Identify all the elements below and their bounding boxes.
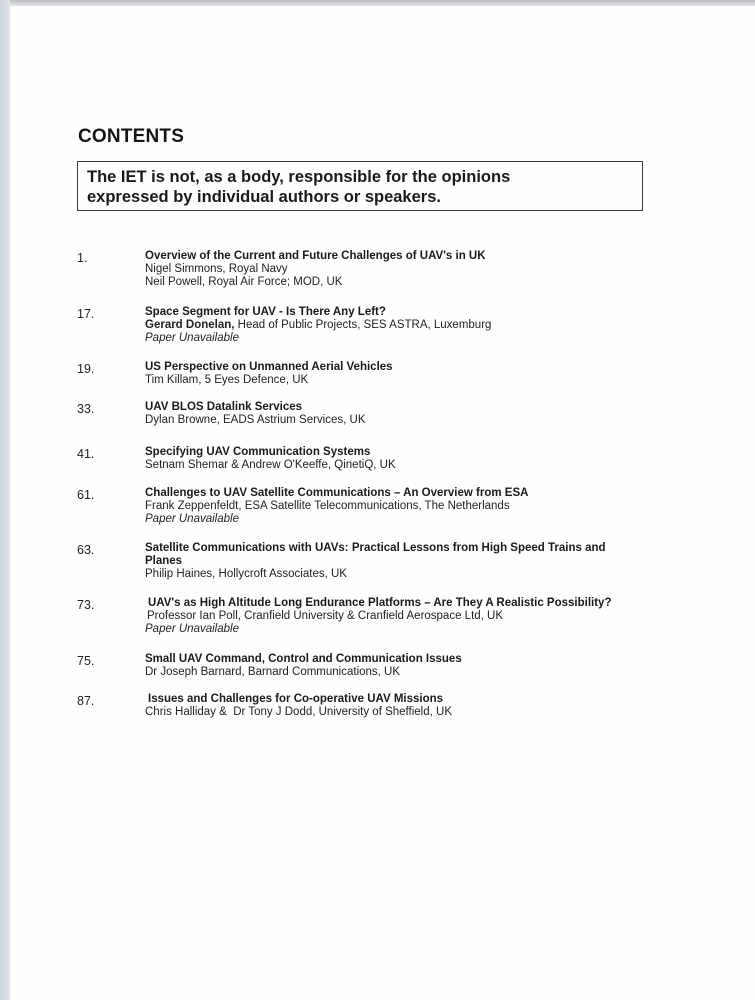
toc-page-number: 19. [77,362,95,376]
toc-title: Overview of the Current and Future Challenges of UAV's in UK [145,250,486,262]
page-title: CONTENTS [78,126,185,147]
table-of-contents [77,250,697,733]
toc-entry [77,401,697,446]
toc-note: Paper Unavailable [145,332,239,344]
toc-author: Nigel Simmons, Royal Navy [145,263,288,275]
toc-author: Setnam Shemar & Andrew O'Keeffe, QinetiQ, UK [145,459,396,471]
scan-left-margin [0,0,10,1000]
toc-entry [77,693,697,733]
toc-entry-body [145,361,697,387]
toc-author: Dr Joseph Barnard, Barnard Communications, UK [145,666,401,678]
toc-author: Philip Haines, Hollycroft Associates, UK [145,568,347,580]
toc-entry-body [145,446,697,472]
toc-author: Neil Powell, Royal Air Force; MOD, UK [145,276,343,288]
toc-page-number: 33. [77,402,95,416]
toc-author [145,319,697,332]
toc-page-number: 73. [77,598,95,612]
toc-page-number: 41. [77,447,95,461]
toc-entry [77,597,697,653]
toc-author: Dylan Browne, EADS Astrium Services, UK [145,414,366,426]
disclaimer-box [77,161,643,211]
toc-entry-body [145,597,697,636]
toc-title: Space Segment for UAV - Is There Any Left? [145,306,386,318]
toc-entry [77,306,697,361]
toc-note: Paper Unavailable [145,623,239,635]
toc-entry-body [145,542,697,581]
toc-author-name: Gerard Donelan, [145,319,235,331]
toc-title: UAV BLOS Datalink Services [145,401,303,413]
toc-entry [77,361,697,401]
toc-title: Challenges to UAV Satellite Communications – An Overview from ESA [145,487,529,499]
toc-title: UAV's as High Altitude Long Endurance Platforms – Are They A Realistic Possibility? [148,597,612,609]
toc-entry-body [145,306,697,345]
toc-entry-body [145,250,697,289]
toc-page-number: 61. [77,488,95,502]
toc-page-number: 17. [77,307,95,321]
disclaimer-text: The IET is not, as a body, responsible for the opinions expressed by individual authors or speakers. [87,168,511,206]
toc-entry [77,653,697,693]
toc-author: Frank Zeppenfeldt, ESA Satellite Telecommunications, The Netherlands [145,500,510,512]
toc-entry [77,446,697,487]
toc-entry-body [145,653,697,679]
toc-title: Issues and Challenges for Co-operative UAV Missions [148,693,444,705]
toc-entry [77,542,697,597]
toc-page-number: 87. [77,694,95,708]
toc-title: Specifying UAV Communication Systems [145,446,371,458]
toc-page-number: 75. [77,654,95,668]
toc-title: Small UAV Command, Control and Communication Issues [145,653,462,665]
toc-page-number: 63. [77,543,95,557]
toc-entry-body [145,401,697,427]
toc-entry-body [145,487,697,526]
toc-author-affiliation: Head of Public Projects, SES ASTRA, Luxemburg [234,319,492,331]
toc-entry-body [145,693,697,719]
toc-title-continued: Planes [145,555,183,567]
toc-title: US Perspective on Unmanned Aerial Vehicles [145,361,393,373]
toc-author: Professor Ian Poll, Cranfield University & Cranfield Aerospace Ltd, UK [147,610,504,622]
toc-title: Satellite Communications with UAVs: Practical Lessons from High Speed Trains and [145,542,606,554]
toc-entry [77,487,697,542]
toc-page-number: 1. [77,251,88,265]
toc-author: Chris Halliday & Dr Tony J Dodd, University of Sheffield, UK [145,706,453,718]
toc-note: Paper Unavailable [145,513,239,525]
toc-author: Tim Killam, 5 Eyes Defence, UK [145,374,309,386]
toc-entry [77,250,697,300]
